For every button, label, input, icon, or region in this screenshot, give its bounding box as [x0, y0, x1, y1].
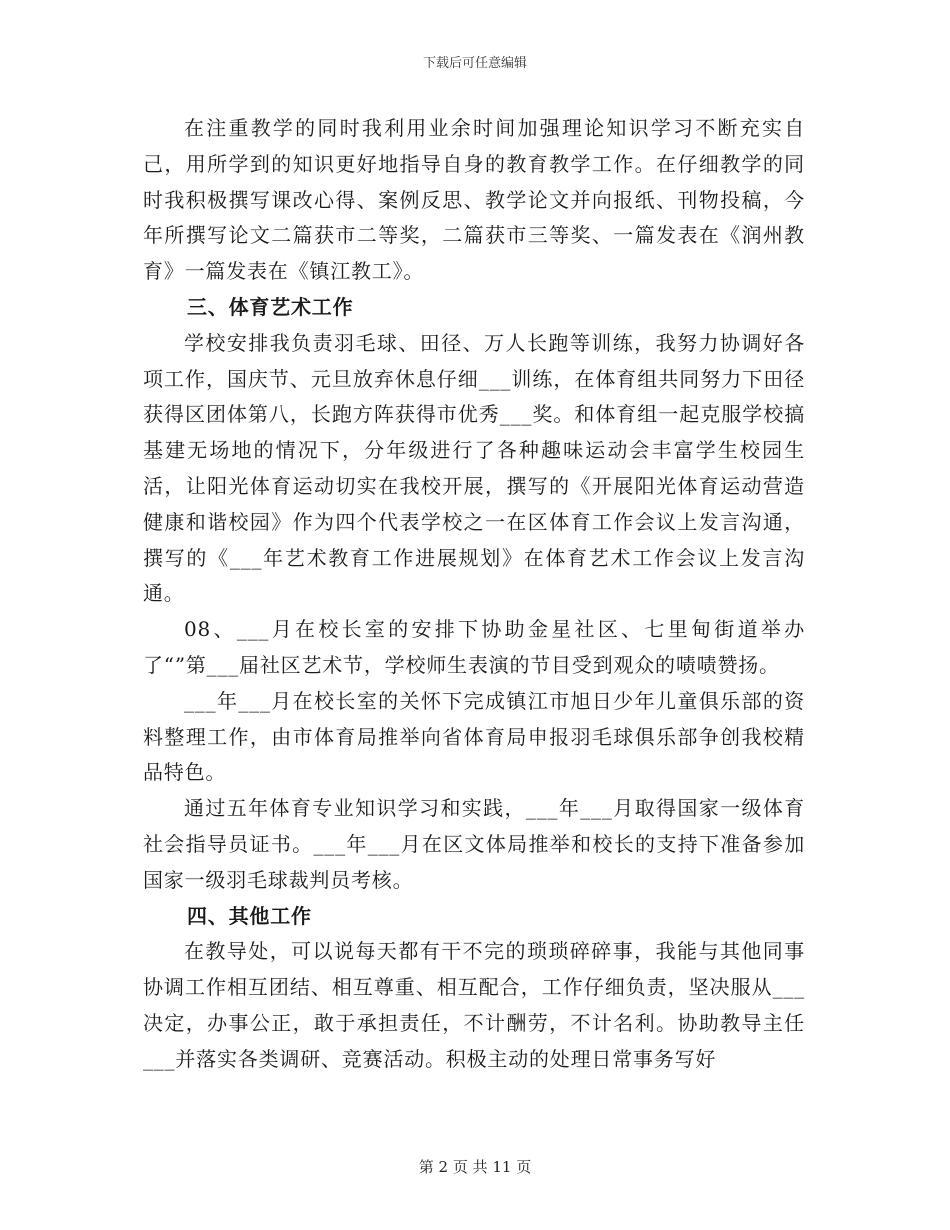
paragraph-sports-training: 学校安排我负责羽毛球、田径、万人长跑等训练，我努力协调好各项工作，国庆节、元旦放弃休息仔细___训练，在体育组共同努力下田径获得区团体第八，长跑方阵获得市优秀___奖。和体育组一起克服学校搞基建无场地的情况下，分年级进行了各种趣味运动会丰富学生校园生活，让阳光体育运动切实在我校开展，撰写的《开展阳光体育运动营造健康和谐校园》作为四个代表学校之一在区体育工作会议上发言沟通，撰写的《___年艺术教育工作进展规划》在体育艺术工作会议上发言沟通。 [143, 330, 805, 606]
page-header: 下载后可任意编辑 [422, 56, 527, 71]
section-heading-sports-art: 三、体育艺术工作 [187, 294, 354, 319]
paragraph-youth-club: ___年___月在校长室的关怀下完成镇江市旭日少年儿童俱乐部的资料整理工作，由市体育局推举向省体育局申报羽毛球俱乐部争创我校精品特色。 [143, 688, 805, 785]
paragraph-teaching-office: 在教导处，可以说每天都有干不完的琐琐碎碎事，我能与其他同事协调工作相互团结、相互尊重、相互配合，工作仔细负责，坚决服从___决定，办事公正，敢于承担责任，不计酬劳，不计名利。协助教导主任___并落实各类调研、竞赛活动。积极主动的处理日常事务写好 [143, 939, 805, 1071]
document-body [143, 111, 805, 1078]
page-footer: 第 2 页 共 11 页 [418, 1158, 532, 1176]
section-heading-other-work: 四、其他工作 [187, 903, 312, 928]
paragraph-theory-study: 在注重教学的同时我利用业余时间加强理论知识学习不断充实自己，用所学到的知识更好地指导自身的教育教学工作。在仔细教学的同时我积极撰写课改心得、案例反思、教学论文并向报纸、刊物投稿，今年所撰写论文二篇获市二等奖，二篇获市三等奖、一篇发表在《润州教育》一篇发表在《镇江教工》。 [143, 116, 805, 284]
paragraph-community-art-festival: 08、___月在校长室的安排下协助金星社区、七里甸街道举办了“”第___届社区艺术节，学校师生表演的节目受到观众的啧啧赞扬。 [143, 617, 805, 677]
paragraph-certification: 通过五年体育专业知识学习和实践，___年___月取得国家一级体育社会指导员证书。___年___月在区文体局推举和校长的支持下准备参加国家一级羽毛球裁判员考核。 [143, 796, 805, 892]
